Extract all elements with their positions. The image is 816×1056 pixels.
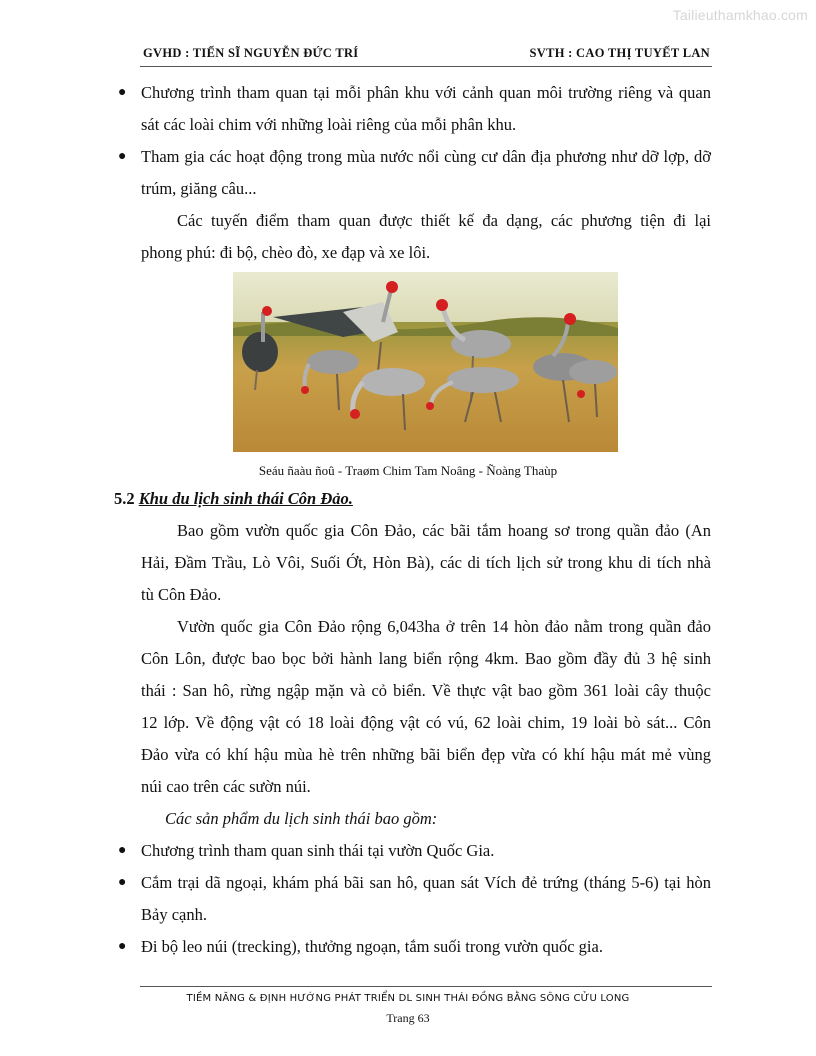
bullet-icon: ● [118,149,127,164]
header-advisor: GVHD : TIẾN SĨ NGUYỄN ĐỨC TRÍ [143,46,359,60]
photo-caption: Seáu ñaàu ñoû - Traøm Chim Tam Noâng - Ñoàng Thaùp [258,463,558,478]
field [233,322,618,452]
para1-line-3: tù Côn Đảo. [141,585,222,604]
para2-line-3: thái : San hô, rừng ngập mặn và cỏ biển. Về thực vật bao gồm 361 loài cây thuộc [141,681,711,700]
bullet-2-line-2: trúm, giăng câu... [141,179,257,198]
para2-line-1: Vườn quốc gia Côn Đảo rộng 6,043ha ở trên 14 hòn đảo nằm trong quần đảo [177,617,711,636]
bullet-1-line-2: sát các loài chim với những loài riêng của mỗi phân khu. [141,115,517,134]
products-heading: Các sản phẩm du lịch sinh thái bao gồm: [165,809,438,828]
para2-line-6: núi cao trên các sườn núi. [141,777,311,796]
header-rule [140,66,712,67]
page-number: Trang 63 [386,1011,430,1025]
bullet-2-line-1: Tham gia các hoạt động trong mùa nước nổi cùng cư dân địa phương như dỡ lợp, dỡ [141,147,711,166]
para2-line-4: 12 lớp. Về động vật có 18 loài động vật có vú, 62 loài chim, 19 loài bò sát... Côn [141,713,711,732]
product-2-line-1: Cắm trại dã ngoại, khám phá bãi san hô, quan sát Vích đẻ trứng (tháng 5-6) tại hòn [141,873,711,892]
section-heading [114,489,353,509]
para2-line-5: Đảo vừa có khí hậu mùa hè trên những bãi biển đẹp vừa có khí hậu mát mẻ vùng [141,745,711,764]
bullet-icon: ● [118,939,127,954]
para1-line-2: Hải, Đầm Trầu, Lò Vôi, Suối Ớt, Hòn Bà), các di tích lịch sử trong khu di tích nhà [141,553,711,572]
product-3-line-1: Đi bộ leo núi (trecking), thưởng ngoạn, tắm suối trong vườn quốc gia. [141,937,603,956]
bullet-1-line-1: Chương trình tham quan tại mỗi phân khu với cảnh quan môi trường riêng và quan [141,83,711,102]
para1-line-1: Bao gồm vườn quốc gia Côn Đảo, các bãi tắm hoang sơ trong quần đảo (An [177,521,711,540]
crane-photo-drawing [233,272,618,452]
routes-line-2: phong phú: đi bộ, chèo đò, xe đạp và xe lôi. [141,243,431,262]
crane-photo [233,272,618,452]
product-1-line-1: Chương trình tham quan sinh thái tại vườn Quốc Gia. [141,841,495,860]
bullet-icon: ● [118,875,127,890]
section-number: 5.2 [114,489,135,508]
bullet-icon: ● [118,85,127,100]
watermark: Tailieuthamkhao.com [672,7,808,23]
para2-line-2: Côn Lôn, được bao bọc bởi hành lang biển rộng 4km. Bao gồm đầy đủ 3 hệ sinh [141,649,711,668]
footer-title: TIỀM NĂNG & ĐỊNH HƯỚNG PHÁT TRIỂN DL SINH THÁI ĐỒNG BẰNG SÔNG CỬU LONG [186,993,630,1004]
footer-rule [140,986,712,987]
section-title: Khu du lịch sinh thái Côn Đảo. [138,489,353,508]
routes-line-1: Các tuyến điểm tham quan được thiết kế đa dạng, các phương tiện đi lại [177,211,711,230]
header-student: SVTH : CAO THỊ TUYẾT LAN [529,46,710,60]
product-2-line-2: Bảy cạnh. [141,905,207,924]
bullet-icon: ● [118,843,127,858]
